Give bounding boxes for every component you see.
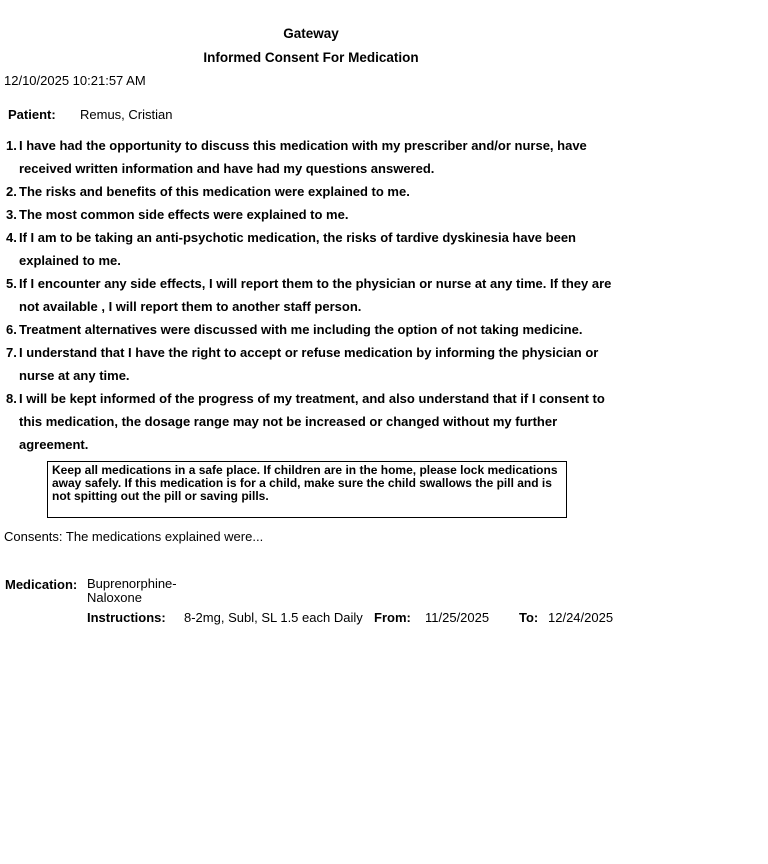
consent-item-number: 2.: [6, 184, 17, 199]
consent-item-5: [6, 272, 618, 318]
consent-item-number: 1.: [6, 138, 17, 153]
consent-statement-list: [6, 134, 618, 456]
consent-item-number: 4.: [6, 230, 17, 245]
consent-item-number: 8.: [6, 391, 17, 406]
consent-item-text: If I encounter any side effects, I will report them to the physician or nurse at any time. If they are not available , I will report them to another staff person.: [19, 276, 612, 314]
consent-item-number: 3.: [6, 207, 17, 222]
patient-label: Patient:: [8, 107, 56, 122]
consent-item-7: [6, 341, 618, 387]
consent-item-number: 7.: [6, 345, 17, 360]
consent-item-6: [6, 318, 618, 341]
instructions-label: Instructions:: [87, 610, 166, 625]
consent-item-text: Treatment alternatives were discussed with me including the option of not taking medicine.: [19, 322, 583, 337]
consent-item-8: [6, 387, 618, 456]
consent-item-text: I understand that I have the right to accept or refuse medication by informing the physician or nurse at any time.: [19, 345, 599, 383]
consent-item-number: 5.: [6, 276, 17, 291]
consent-item-3: [6, 203, 618, 226]
patient-name: Remus, Cristian: [80, 107, 173, 122]
to-label: To:: [519, 610, 539, 625]
patient-row: [8, 107, 172, 122]
consent-item-1: [6, 134, 618, 180]
medication-row: [5, 577, 187, 605]
consent-item-text: The most common side effects were explained to me.: [19, 207, 349, 222]
instructions-value: 8-2mg, Subl, SL 1.5 each Daily: [184, 610, 363, 625]
consent-item-number: 6.: [6, 322, 17, 337]
consent-item-text: If I am to be taking an anti-psychotic medication, the risks of tardive dyskinesia have been explained to me.: [19, 230, 576, 268]
to-date: 12/24/2025: [548, 610, 614, 625]
form-title: Informed Consent For Medication: [203, 50, 419, 65]
consent-item-text: I have had the opportunity to discuss this medication with my prescriber and/or nurse, have received written information and have had my questions answered.: [19, 138, 587, 176]
consent-item-text: The risks and benefits of this medication were explained to me.: [19, 184, 410, 199]
report-timestamp: 12/10/2025 10:21:57 AM: [4, 73, 146, 88]
instructions-row: [87, 610, 613, 625]
consent-item-4: [6, 226, 618, 272]
medication-safety-notice-box: Keep all medications in a safe place. If children are in the home, please lock medications away safely. If this medication is for a child, make sure the child swallows the pill and is not spitting out the pill or saving pills.: [47, 461, 567, 518]
medication-name: Buprenorphine-Naloxone: [87, 576, 177, 605]
consent-item-2: [6, 180, 618, 203]
organization-title: Gateway: [283, 26, 339, 41]
from-label: From:: [374, 610, 411, 625]
consents-summary-line: Consents: The medications explained were...: [4, 529, 264, 544]
from-date: 11/25/2025: [425, 610, 490, 625]
consent-item-text: I will be kept informed of the progress of my treatment, and also understand that if I consent to this medication, the dosage range may not be increased or changed without my further agreement.: [19, 391, 605, 452]
medication-label: Medication:: [5, 577, 78, 592]
